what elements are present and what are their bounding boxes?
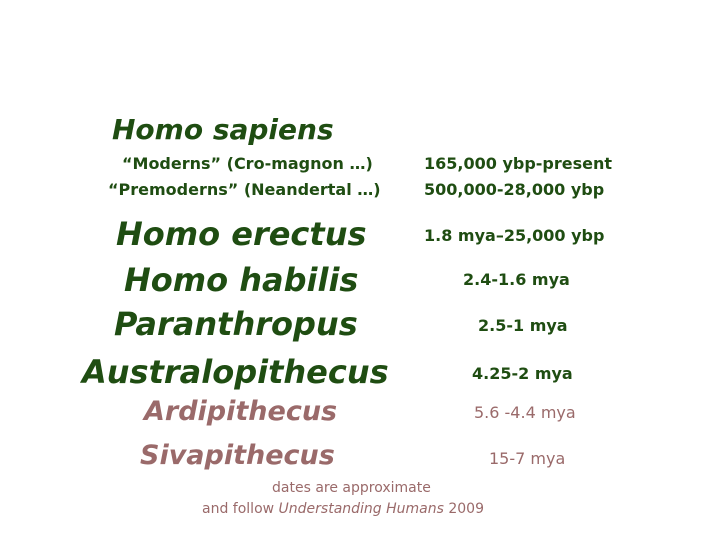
taxon-homo-sapiens: Homo sapiens	[112, 113, 334, 146]
date-sivapithecus: 15-7 mya	[489, 449, 566, 468]
note-source-title: Understanding Humans	[278, 501, 444, 517]
taxon-paranthropus: Paranthropus	[114, 305, 358, 343]
date-ardipithecus: 5.6 -4.4 mya	[474, 403, 576, 422]
moderns-label: “Moderns” (Cro-magnon …)	[122, 154, 373, 173]
note-source-prefix: and follow	[202, 501, 279, 517]
taxon-ardipithecus: Ardipithecus	[144, 396, 338, 427]
premoderns-label: “Premoderns” (Neandertal …)	[108, 180, 381, 199]
taxon-homo-habilis: Homo habilis	[124, 261, 359, 299]
premoderns-date: 500,000-28,000 ybp	[424, 180, 605, 199]
date-australopithecus: 4.25-2 mya	[472, 364, 573, 383]
moderns-date: 165,000 ybp-present	[424, 154, 613, 173]
taxon-sivapithecus: Sivapithecus	[140, 440, 335, 471]
taxon-homo-erectus: Homo erectus	[116, 215, 367, 253]
date-homo-erectus: 1.8 mya–25,000 ybp	[424, 226, 605, 245]
date-homo-habilis: 2.4-1.6 mya	[463, 270, 570, 289]
note-source	[202, 502, 484, 516]
taxon-australopithecus: Australopithecus	[82, 353, 389, 391]
note-source-suffix: 2009	[443, 501, 485, 517]
date-paranthropus: 2.5-1 mya	[478, 316, 568, 335]
note-approximate: dates are approximate	[272, 480, 431, 496]
